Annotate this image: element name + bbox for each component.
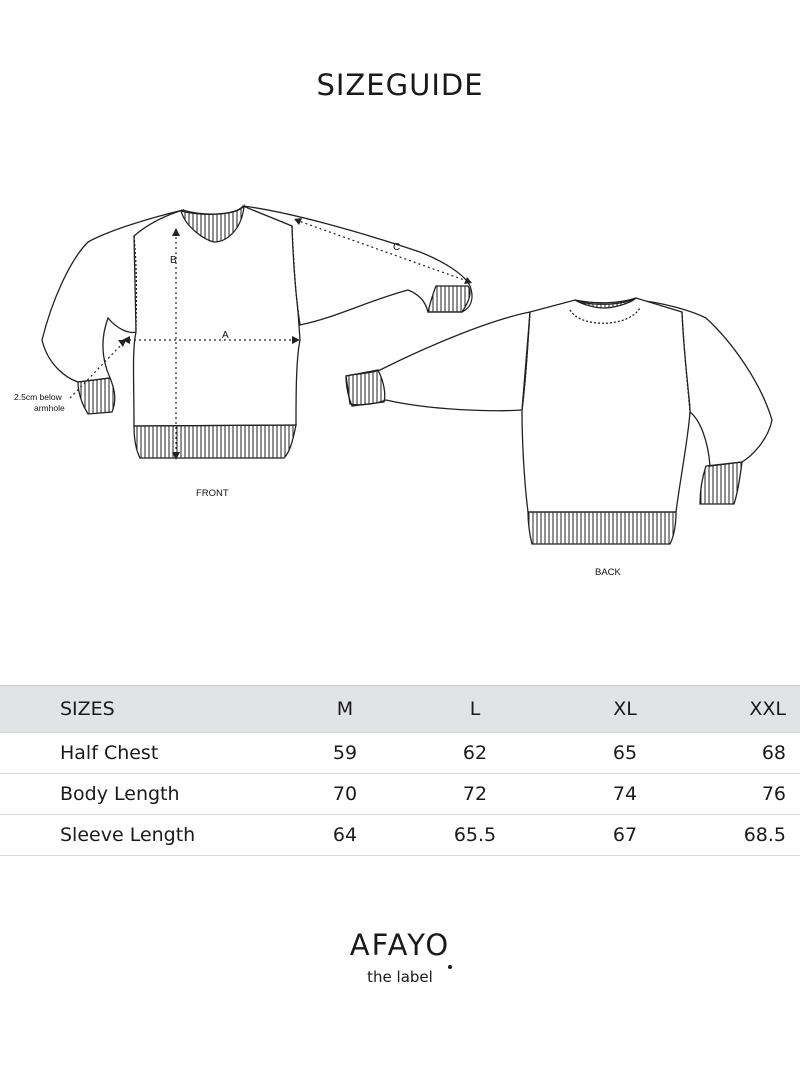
table-cell: 72 [400, 774, 550, 815]
table-cell: 64 [290, 815, 400, 856]
table-row [0, 815, 800, 856]
measure-label-b: B [170, 255, 177, 266]
armhole-note-line1: 2.5cm below [14, 392, 62, 402]
back-sweatshirt [346, 298, 772, 544]
row-label: Body Length [0, 774, 290, 815]
table-cell: 76 [700, 774, 800, 815]
table-row [0, 733, 800, 774]
table-header-xxl: XXL [700, 686, 800, 733]
table-cell: 65.5 [400, 815, 550, 856]
table-cell: 70 [290, 774, 400, 815]
measure-label-c: C [393, 242, 401, 253]
table-cell: 68 [700, 733, 800, 774]
armhole-note-line2: armhole [34, 403, 65, 413]
row-label: Sleeve Length [0, 815, 290, 856]
table-cell: 74 [550, 774, 700, 815]
table-row [0, 774, 800, 815]
front-sweatshirt [42, 206, 472, 458]
size-table [0, 685, 800, 856]
page-title: SIZEGUIDE [316, 68, 484, 102]
back-label: BACK [595, 567, 621, 578]
measure-label-a: A [222, 330, 229, 341]
table-header-row [0, 686, 800, 733]
table-header-l: L [400, 686, 550, 733]
table-header-xl: XL [550, 686, 700, 733]
table-header-m: M [290, 686, 400, 733]
row-label: Half Chest [0, 733, 290, 774]
table-cell: 67 [550, 815, 700, 856]
table-cell: 62 [400, 733, 550, 774]
front-label: FRONT [196, 488, 229, 499]
brand-logo [0, 928, 800, 986]
brand-name-text: AFAYO [349, 928, 451, 962]
table-header-sizes: SIZES [0, 686, 290, 733]
table-cell: 68.5 [700, 815, 800, 856]
table-cell: 59 [290, 733, 400, 774]
brand-tagline: the label [367, 968, 433, 986]
brand-name [350, 928, 450, 962]
table-cell: 65 [550, 733, 700, 774]
